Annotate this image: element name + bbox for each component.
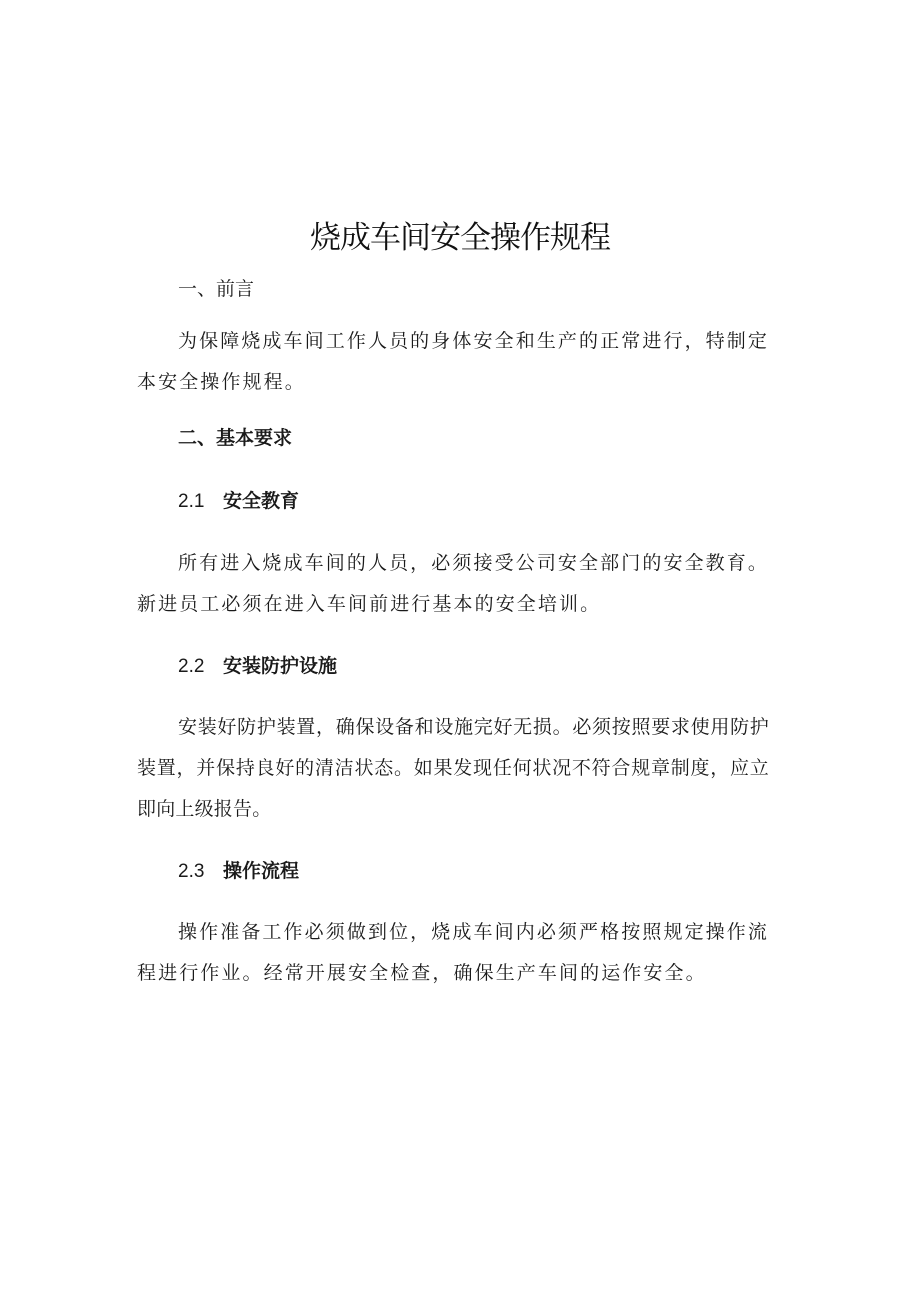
document-title: 烧成车间安全操作规程 [310, 220, 610, 256]
subsection-title: 安全教育 [223, 490, 300, 512]
subsection-number: 2.2 [178, 656, 205, 677]
subsection-heading-2-1 [178, 487, 299, 516]
section-heading-preface: 一、前言 [178, 278, 255, 300]
subsection-heading-2-2 [178, 652, 337, 681]
subsection-number: 2.1 [178, 491, 205, 512]
section-heading-basic-requirements: 二、基本要求 [178, 427, 293, 449]
subsection-2-2-paragraph: 安装好防护装置，确保设备和设施完好无损。必须按照要求使用防护装置，并保持良好的清洁状态。如果发现任何状况不符合规章制度，应立即向上级报告。 [137, 716, 769, 820]
subsection-2-3-paragraph: 操作准备工作必须做到位，烧成车间内必须严格按照规定操作流程进行作业。经常开展安全检查，确保生产车间的运作安全。 [137, 921, 769, 984]
subsection-heading-2-3 [178, 857, 299, 886]
subsection-number: 2.3 [178, 861, 205, 882]
preface-paragraph: 为保障烧成车间工作人员的身体安全和生产的正常进行，特制定本安全操作规程。 [137, 330, 769, 393]
subsection-title: 操作流程 [223, 860, 300, 882]
subsection-2-1-paragraph: 所有进入烧成车间的人员，必须接受公司安全部门的安全教育。新进员工必须在进入车间前进行基本的安全培训。 [137, 552, 769, 615]
subsection-title: 安装防护设施 [223, 655, 338, 677]
